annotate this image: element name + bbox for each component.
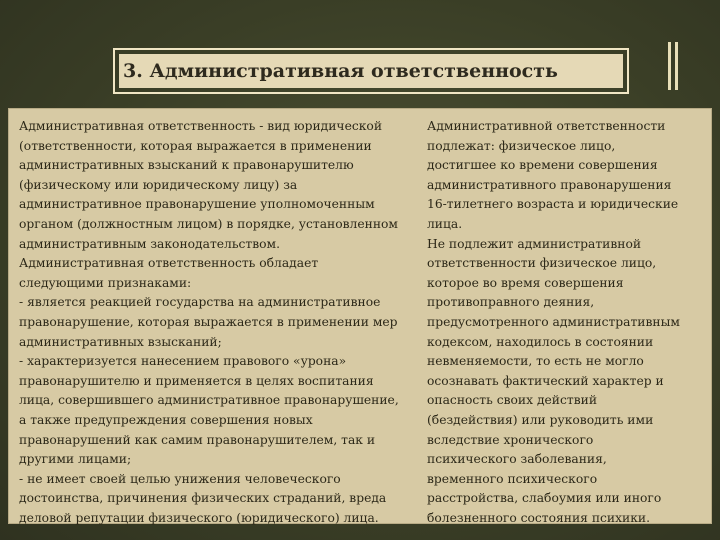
text-line: болезненного состояния психики. bbox=[427, 510, 651, 525]
text-line: правонарушений как самим правонарушителем, так и bbox=[19, 432, 376, 447]
content-panel bbox=[8, 108, 712, 524]
text-line: Административная ответственность - вид юридической bbox=[19, 119, 383, 133]
text-line: невменяемости, то есть не могло bbox=[427, 354, 644, 369]
decorative-bars bbox=[668, 42, 708, 90]
text-line: административных взысканий к правонарушителю bbox=[19, 158, 354, 173]
text-line: следующими признаками: bbox=[19, 275, 192, 290]
text-line: достигшее ко времени совершения bbox=[427, 158, 658, 173]
text-line: опасность своих действий bbox=[427, 393, 598, 408]
text-line: подлежат: физическое лицо, bbox=[427, 138, 616, 153]
text-line: (физическому или юридическому лицу) за bbox=[19, 177, 298, 192]
decorative-bar bbox=[675, 42, 678, 90]
text-line: временного психического bbox=[427, 471, 598, 486]
text-line: Административной ответственности bbox=[427, 119, 666, 133]
right-text-column bbox=[427, 117, 709, 528]
text-line: 16-тилетнего возраста и юридические bbox=[427, 197, 679, 212]
text-line: правонарушение, которая выражается в применении мер bbox=[19, 314, 398, 329]
text-line: психического заболевания, bbox=[427, 452, 607, 467]
text-line: Не подлежит административной bbox=[427, 236, 642, 251]
text-line: другими лицами; bbox=[19, 452, 132, 467]
text-line: расстройства, слабоумия или иного bbox=[427, 491, 662, 506]
text-line: правонарушителю и применяется в целях воспитания bbox=[19, 373, 374, 388]
text-line: кодексом, находилось в состоянии bbox=[427, 334, 654, 349]
text-line: - не имеет своей целью унижения человеческого bbox=[19, 471, 341, 486]
text-line: (бездействия) или руководить ими bbox=[427, 412, 654, 427]
slide-title: 3. Административная ответственность bbox=[123, 60, 558, 82]
text-line: достоинства, причинения физических страданий, вреда bbox=[19, 491, 387, 506]
text-line: деловой репутации физического (юридического) лица. bbox=[19, 510, 379, 525]
text-line: осознавать фактический характер и bbox=[427, 373, 664, 388]
text-line: лица, совершившего административное правонарушение, bbox=[19, 393, 399, 408]
decorative-bar bbox=[668, 42, 671, 90]
text-line: административного правонарушения bbox=[427, 177, 672, 192]
text-line: (ответственности, которая выражается в применении bbox=[19, 138, 372, 153]
left-text-column bbox=[19, 117, 423, 528]
text-line: административное правонарушение уполномоченным bbox=[19, 197, 375, 212]
text-line: административным законодательством. bbox=[19, 236, 281, 251]
text-line: Административная ответственность обладает bbox=[19, 256, 319, 271]
text-line: вследствие хронического bbox=[427, 432, 594, 447]
text-line: ответственности физическое лицо, bbox=[427, 256, 657, 271]
title-frame bbox=[113, 48, 629, 94]
text-line: предусмотренного административным bbox=[427, 314, 680, 329]
text-line: - является реакцией государства на административное bbox=[19, 295, 381, 310]
text-line: противоправного деяния, bbox=[427, 295, 595, 310]
text-line: которое во время совершения bbox=[427, 275, 624, 290]
text-line: - характеризуется нанесением правового «урона» bbox=[19, 354, 347, 369]
text-line: лица. bbox=[427, 216, 463, 231]
text-line: а также предупреждения совершения новых bbox=[19, 412, 313, 427]
text-line: административных взысканий; bbox=[19, 334, 222, 349]
text-line: органом (должностным лицом) в порядке, установленном bbox=[19, 216, 398, 231]
